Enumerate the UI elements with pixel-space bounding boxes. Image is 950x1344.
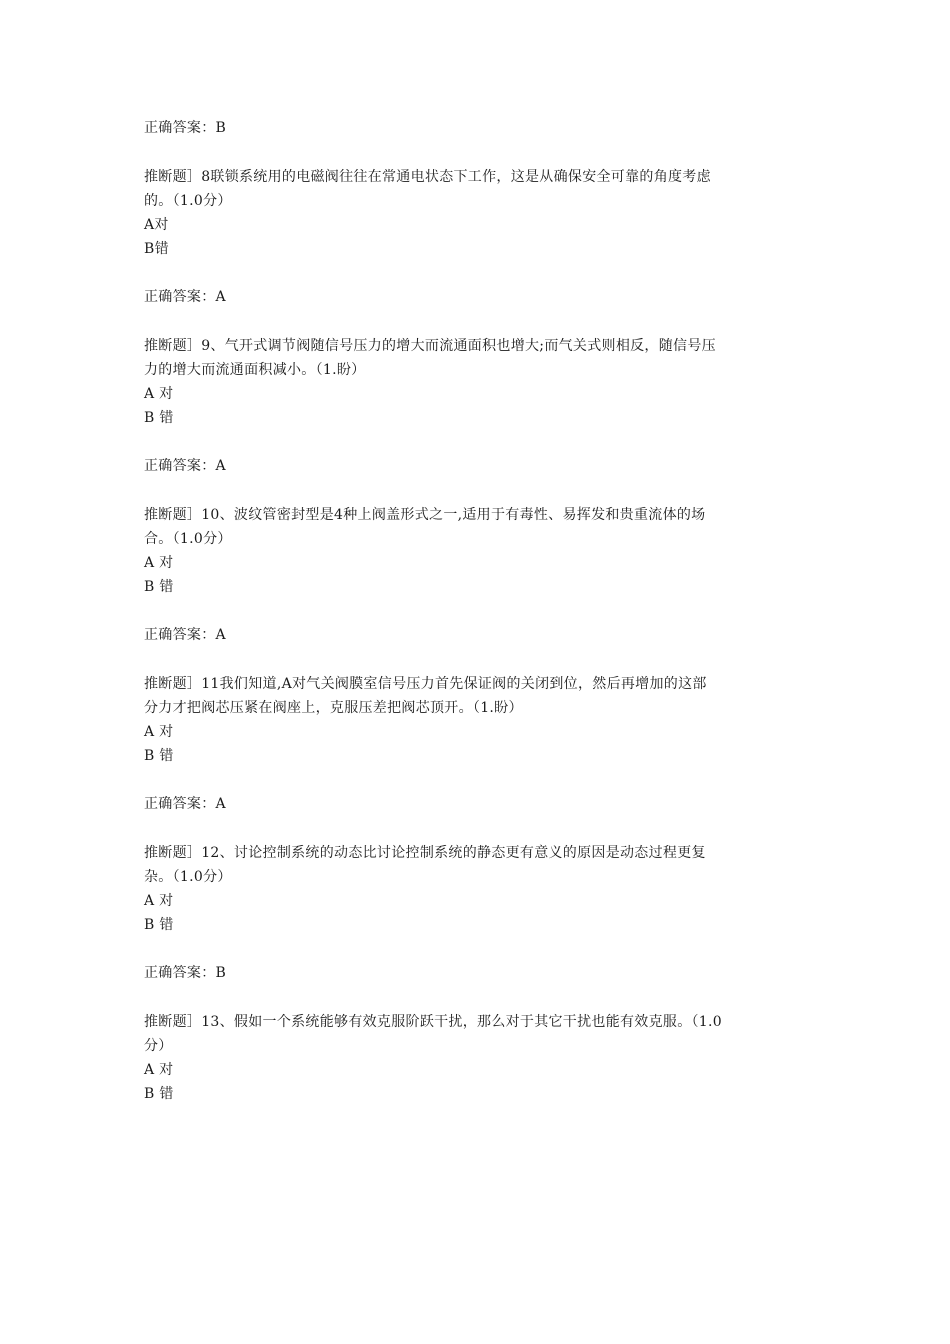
answer-text: 正确答案：A [144,627,226,643]
option-a: A对 [144,217,169,233]
question-9 [144,334,804,503]
question-8 [144,165,804,334]
question-text-line: 合。（1.0分） [144,531,232,547]
spacer [144,647,804,672]
option-a: A 对 [144,893,174,909]
spacer [144,309,804,334]
spacer [144,599,804,623]
option-b: B 错 [144,917,174,933]
answer-text: 正确答案：B [144,965,227,981]
question-12 [144,841,804,1010]
spacer [144,430,804,454]
question-text-line: 的。（1.0分） [144,193,232,209]
question-text-line: 推断题］8联锁系统用的电磁阀往往在常通电状态下工作，这是从确保安全可靠的角度考虑 [144,169,711,185]
spacer [144,140,804,165]
question-11 [144,672,804,841]
question-text-line: 杂。（1.0分） [144,869,232,885]
option-a: A 对 [144,1062,174,1078]
question-text-line: 推断题］13、假如一个系统能够有效克服阶跃干扰，那么对于其它干扰也能有效克服。（1.0 [144,1014,722,1030]
option-a: A 对 [144,386,174,402]
question-10 [144,503,804,672]
spacer [144,261,804,285]
question-text-line: 推断题］10、波纹管密封型是4种上阀盖形式之一,适用于有毒性、易挥发和贵重流体的场 [144,507,706,523]
spacer [144,816,804,841]
option-b: B 错 [144,579,174,595]
spacer [144,937,804,961]
option-b: B 错 [144,410,174,426]
answer-text: 正确答案：B [144,120,227,136]
answer-text: 正确答案：A [144,289,226,305]
question-text-line: 力的增大而流通面积减小。（1.盼） [144,362,366,378]
option-b: B 错 [144,1086,174,1102]
spacer [144,985,804,1010]
question-text-line: 推断题］12、讨论控制系统的动态比讨论控制系统的静态更有意义的原因是动态过程更复 [144,845,706,861]
question-text-line: 推断题］11我们知道,A对气关阀膜室信号压力首先保证阀的关闭到位，然后再增加的这部 [144,676,707,692]
option-b: B错 [144,241,169,257]
option-b: B 错 [144,748,174,764]
option-a: A 对 [144,555,174,571]
spacer [144,478,804,503]
question-text-line: 分） [144,1038,173,1054]
option-a: A 对 [144,724,174,740]
spacer [144,768,804,792]
document-page [144,116,804,1106]
question-text-line: 推断题］9、气开式调节阀随信号压力的增大而流通面积也增大;而气关式则相反，随信号压 [144,338,716,354]
question-13 [144,1010,804,1106]
answer-text: 正确答案：A [144,796,226,812]
question-text-line: 分力才把阀芯压紧在阀座上，克服压差把阀芯顶开。（1.盼） [144,700,523,716]
answer-text: 正确答案：A [144,458,226,474]
